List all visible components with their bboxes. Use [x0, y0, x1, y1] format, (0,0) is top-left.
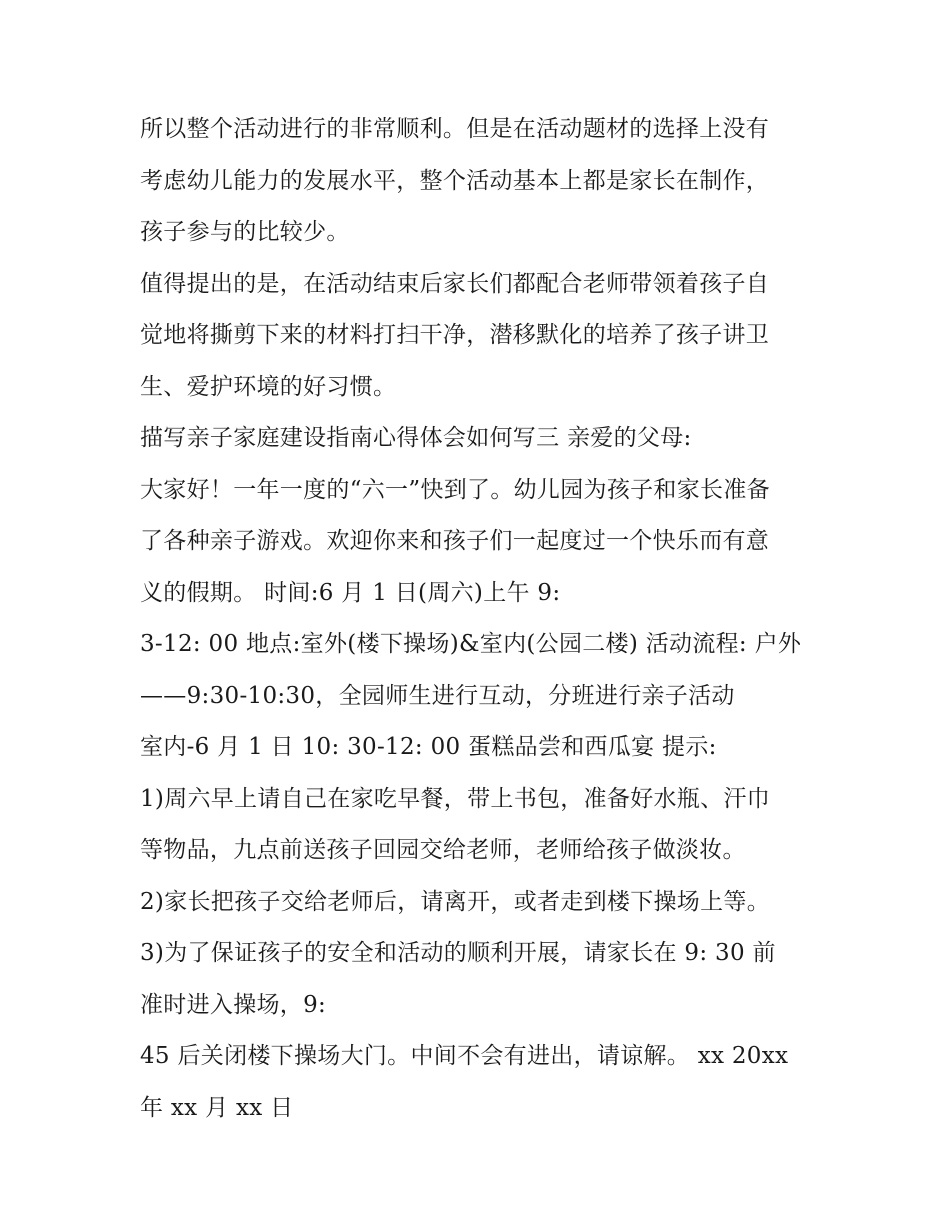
- text-line: 觉地将撕剪下来的材料打扫干净，潜移默化的培养了孩子讲卫: [140, 322, 770, 348]
- text-line: 2)家长把孩子交给老师后，请离开，或者走到楼下操场上等。: [140, 888, 771, 915]
- text-line: 考虑幼儿能力的发展水平，整个活动基本上都是家长在制作，: [140, 167, 770, 194]
- text-line: 准时进入操场，9:: [140, 991, 327, 1018]
- text-line: 等物品，九点前送孩子回园交给老师，老师给孩子做淡妆。: [140, 837, 746, 863]
- text-line: 生、爱护环境的好习惯。: [140, 373, 397, 400]
- text-line: 所以整个活动进行的非常顺利。但是在活动题材的选择上没有: [140, 116, 770, 142]
- text-line: 室内-6 月 1 日 10: 30-12: 00 蛋糕品尝和西瓜宴 提示:: [140, 734, 717, 760]
- text-line: 1)周六早上请自己在家吃早餐，带上书包，准备好水瓶、汗巾: [140, 785, 771, 812]
- date-line: 年 xx 月 xx 日: [140, 1094, 294, 1121]
- text-line: 孩子参与的比较少。: [140, 219, 350, 245]
- text-line: ——9:30-10:30，全园师生进行互动，分班进行亲子活动: [140, 682, 735, 709]
- text-line: 3)为了保证孩子的安全和活动的顺利开展，请家长在 9: 30 前: [140, 940, 776, 966]
- text-line: 了各种亲子游戏。欢迎你来和孩子们一起度过一个快乐而有意: [140, 528, 770, 554]
- text-line: 3-12: 00 地点:室外(楼下操场)&室内(公园二楼) 活动流程: 户外: [140, 631, 802, 657]
- text-line: 45 后关闭楼下操场大门。中间不会有进出，请谅解。 xx 20xx: [140, 1043, 789, 1069]
- text-line: 值得提出的是，在活动结束后家长们都配合老师带领着孩子自: [140, 270, 770, 297]
- text-line: 大家好！一年一度的“六一”快到了。幼儿园为孩子和家长准备: [140, 476, 770, 503]
- section-heading-line: 描写亲子家庭建设指南心得体会如何写三 亲爱的父母:: [140, 425, 692, 451]
- text-line: 义的假期。 时间:6 月 1 日(周六)上午 9:: [140, 579, 561, 606]
- document-body: [140, 104, 820, 1134]
